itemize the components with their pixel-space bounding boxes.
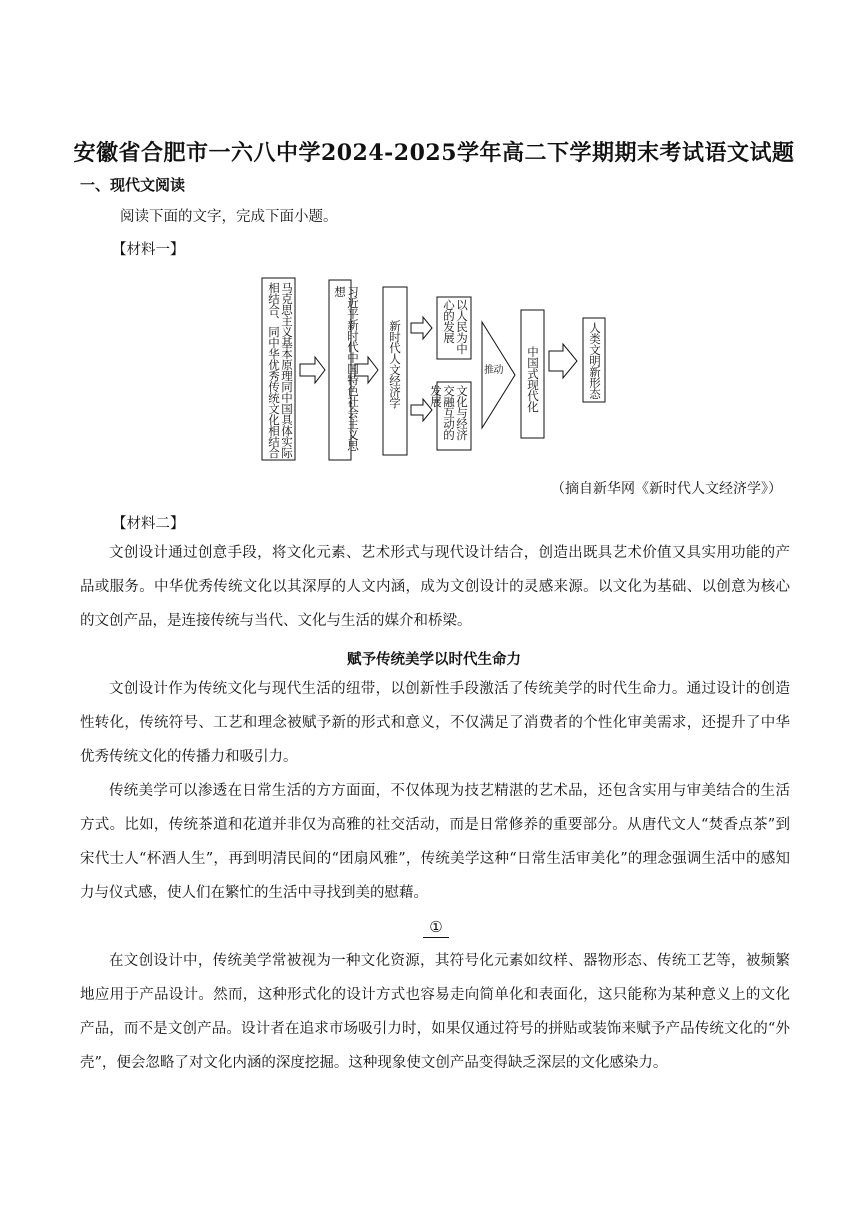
section-subtitle: 赋予传统美学以时代生命力 [347, 651, 521, 668]
arrow-3 [411, 317, 432, 339]
section-heading: 一、现代文阅读 [80, 176, 186, 194]
paragraph-4: 在文创设计中，传统美学常被视为一种文化资源，其符号化元素如纹样、器物形态、传统工艺等，被频繁地应用于产品设计。然而，这种形式化的设计方式也容易走向简单化和表面化，这只能称为某种意义上的文化产品，而不是文创产品。设计者在追求市场吸引力时，如果仅通过符号的拼贴或装饰来赋予产品传统文化的“外壳”，便会忽略了对文化内涵的深度挖掘。这种现象使文创产品变得缺乏深层的文化感染力。 [80, 953, 790, 1071]
paragraph-2: 文创设计作为传统文化与现代生活的纽带，以创新性手段激活了传统美学的时代生命力。通过设计的创造性转化，传统符号、工艺和理念被赋予新的形式和意义，不仅满足了消费者的个性化审美需求，还提升了中华优秀传统文化的传播力和吸引力。 [80, 681, 790, 765]
intro-text: 阅读下面的文字，完成下面小题。 [120, 209, 338, 225]
diagram-box-6-text: 中国式现代化 [526, 346, 540, 412]
arrow-5 [549, 344, 577, 378]
diagram-box-7-text: 人类文明新形态 [588, 322, 602, 399]
diagram-box-5-text: 文化与经济交融互动的发展 [429, 385, 469, 440]
flow-diagram [0, 0, 868, 480]
paragraph-1: 文创设计通过创意手段，将文化元素、艺术形式与现代设计结合，创造出既具艺术价值又具实用功能的产品或服务。中华优秀传统文化以其深厚的人文内涵，成为文创设计的灵感来源。以文化为基础、以创意为核心的文创产品，是连接传统与当代、文化与生活的媒介和桥梁。 [80, 545, 790, 629]
diagram-box-1-text: 马克思主义基本原理同中国具体实际相结合、同中华优秀传统文化相结合 [267, 282, 294, 458]
arrow-1 [300, 357, 325, 383]
material1-label: 【材料一】 [112, 242, 185, 258]
blank-marker: ① [423, 918, 449, 938]
diagram-box-3-text: 新时代人文经济学 [388, 320, 402, 408]
diagram-box-4-text: 以人民为中心的发展 [442, 299, 469, 354]
paragraph-3: 传统美学可以渗透在日常生活的方方面面，不仅体现为技艺精湛的艺术品，还包含实用与审美结合的生活方式。比如，传统茶道和花道并非仅为高雅的社交活动，而是日常修养的重要部分。从唐代文人“焚香点茶”到宋代士人“杯酒人生”，再到明清民间的“团扇风雅”，传统美学这种“日常生活审美化”的理念强调生活中的感知力与仪式感，使人们在繁忙的生活中寻找到美的慰藉。 [80, 783, 790, 901]
source-citation: （摘自新华网《新时代人文经济学》） [551, 481, 782, 497]
diagram-box-2-text: 习近平新时代中国特色社会主义思想 [333, 286, 360, 451]
push-label: 推动 [484, 365, 503, 376]
material2-label: 【材料二】 [112, 516, 185, 532]
page-title: 安徽省合肥市一六八中学2024-2025学年高二下学期期末考试语文试题 [73, 140, 795, 166]
